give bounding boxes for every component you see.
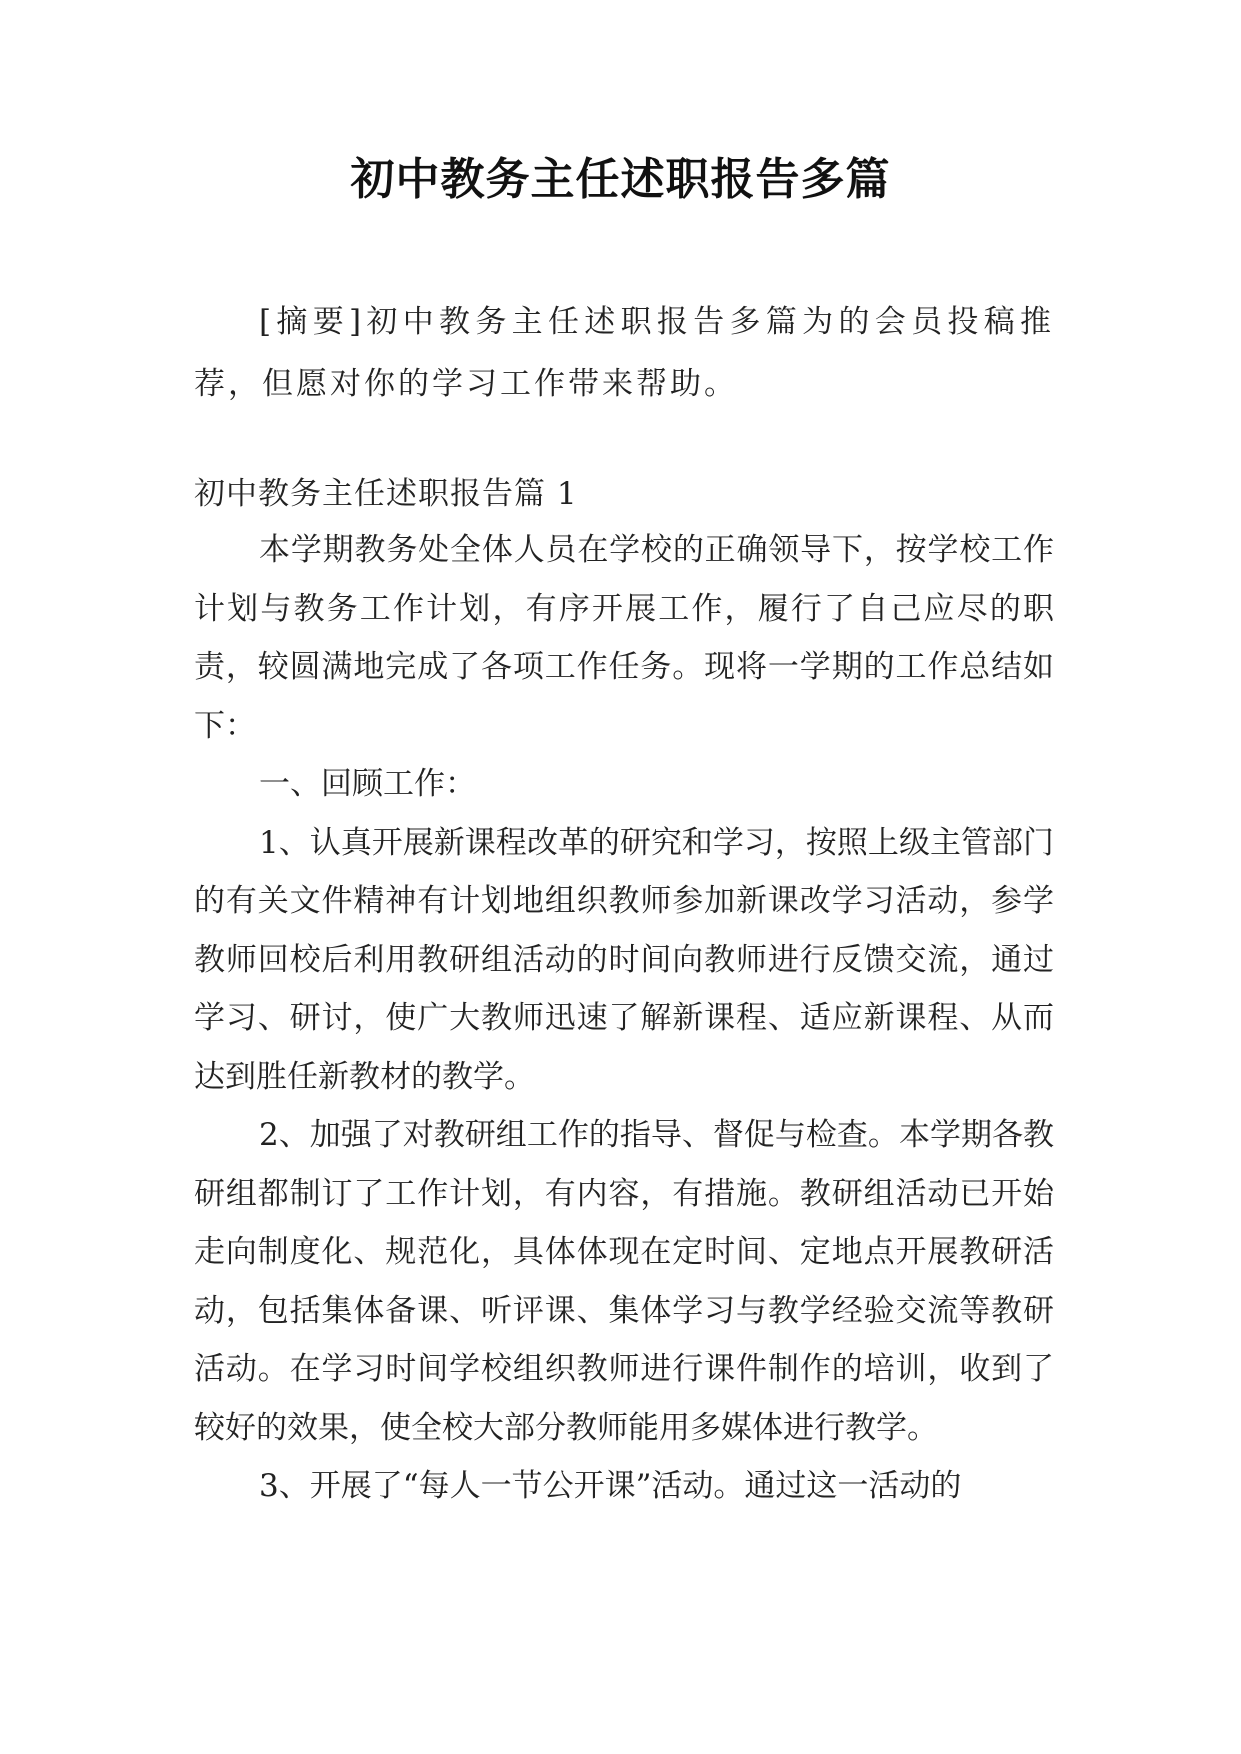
document-body xyxy=(194,521,1054,1516)
document-title: 初中教务主任述职报告多篇 xyxy=(350,154,891,205)
body-paragraph: 一、回顾工作： xyxy=(259,766,476,802)
body-paragraph: 本学期教务处全体人员在学校的正确领导下，按学校工作计划与教务工作计划，有序开展工作，履行了自己应尽的职责，较圆满地完成了各项工作任务。现将一学期的工作总结如下： xyxy=(194,532,1054,744)
body-paragraph: 1、认真开展新课程改革的研究和学习，按照上级主管部门的有关文件精神有计划地组织教师参加新课改学习活动，参学教师回校后利用教研组活动的时间向教师进行反馈交流，通过学习、研讨，使广大教师迅速了解新课程、适应新课程、从而达到胜任新教材的教学。 xyxy=(194,824,1054,1095)
body-paragraph: 3、开展了“每人一节公开课”活动。通过这一活动的 xyxy=(259,1468,962,1504)
abstract-paragraph: [摘要]初中教务主任述职报告多篇为的会员投稿推荐，但愿对你的学习工作带来帮助。 xyxy=(194,304,1054,402)
section-heading: 初中教务主任述职报告篇 1 xyxy=(194,476,578,512)
body-paragraph: 2、加强了对教研组工作的指导、督促与检查。本学期各教研组都制订了工作计划，有内容，有措施。教研组活动已开始走向制度化、规范化，具体体现在定时间、定地点开展教研活动，包括集体备课、听评课、集体学习与教学经验交流等教研活动。在学习时间学校组织教师进行课件制作的培训，收到了较好的效果，使全校大部分教师能用多媒体进行教学。 xyxy=(194,1117,1054,1446)
